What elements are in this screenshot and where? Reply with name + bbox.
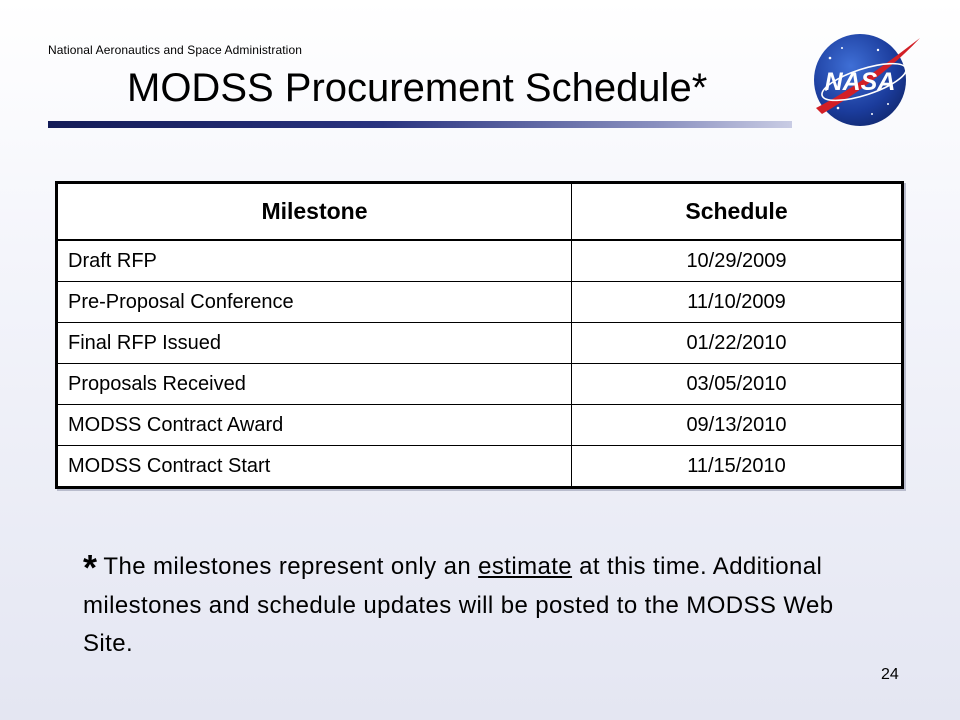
table-header-row <box>57 183 903 241</box>
agency-name: National Aeronautics and Space Administration <box>48 43 302 57</box>
procurement-schedule-table <box>55 181 904 489</box>
schedule-date-cell: 11/10/2009 <box>572 282 903 323</box>
footnote-asterisk: * <box>83 547 98 588</box>
nasa-logo-text: NASA <box>824 68 896 96</box>
milestone-cell: Pre-Proposal Conference <box>57 282 572 323</box>
title-rule <box>48 121 792 128</box>
footnote-text-start: The milestones represent only an <box>103 553 479 580</box>
table-row <box>57 282 903 323</box>
milestone-cell: MODSS Contract Start <box>57 446 572 488</box>
milestone-cell: Final RFP Issued <box>57 323 572 364</box>
table-row <box>57 364 903 405</box>
milestone-cell: Proposals Received <box>57 364 572 405</box>
footnote-underlined-word: estimate <box>478 553 573 580</box>
schedule-date-cell: 01/22/2010 <box>572 323 903 364</box>
column-header-milestone: Milestone <box>57 183 572 241</box>
nasa-logo-icon <box>808 30 922 130</box>
schedule-date-cell: 10/29/2009 <box>572 240 903 282</box>
estimate-footnote <box>83 548 863 663</box>
page-number: 24 <box>881 666 899 683</box>
column-header-schedule: Schedule <box>572 183 903 241</box>
milestone-cell: Draft RFP <box>57 240 572 282</box>
slide-title: MODSS Procurement Schedule* <box>127 66 708 110</box>
milestone-cell: MODSS Contract Award <box>57 405 572 446</box>
schedule-date-cell: 11/15/2010 <box>572 446 903 488</box>
schedule-date-cell: 03/05/2010 <box>572 364 903 405</box>
schedule-date-cell: 09/13/2010 <box>572 405 903 446</box>
table-row <box>57 446 903 488</box>
footnote-text-end: at this time. Additional milestones and schedule updates will be posted to the MODSS Web Site. <box>83 553 834 657</box>
table-row <box>57 405 903 446</box>
table-row <box>57 240 903 282</box>
table-row <box>57 323 903 364</box>
